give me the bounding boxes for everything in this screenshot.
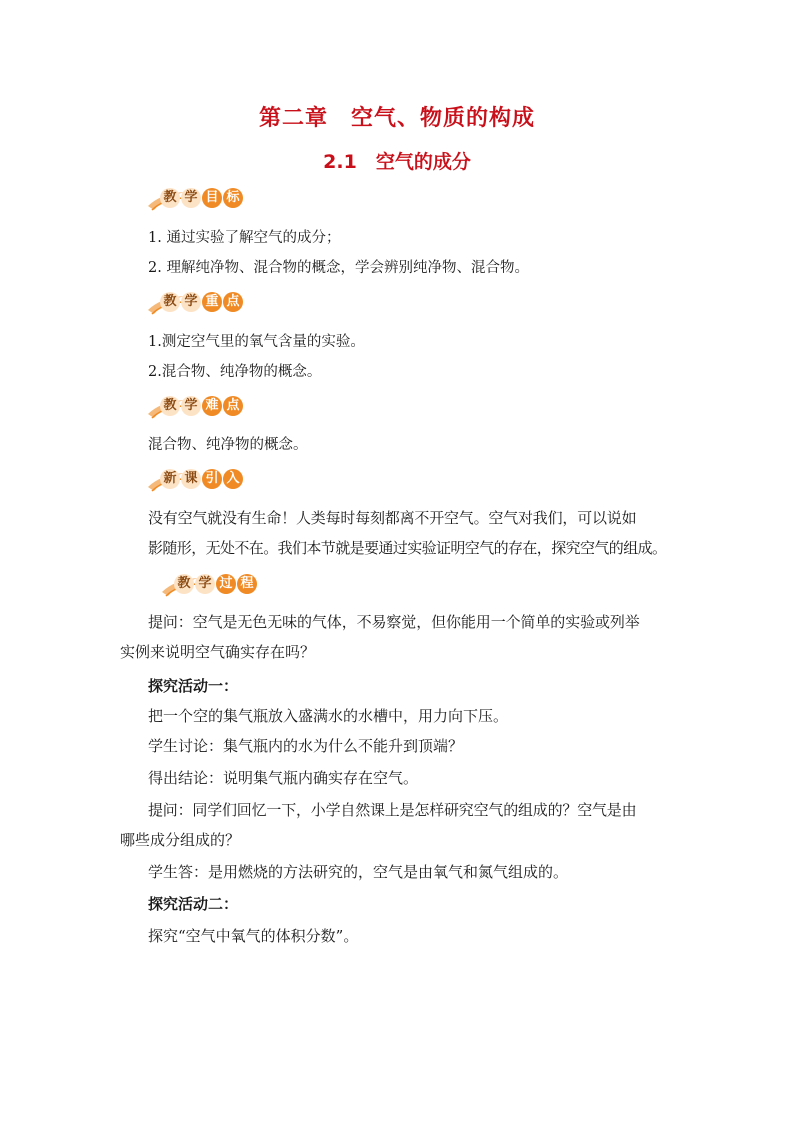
key-point-item: 1.测定空气里的氧气含量的实验。 <box>148 334 365 350</box>
badge-char: 新 <box>160 469 180 489</box>
badge-char: 教 <box>160 292 180 312</box>
badge-char: 程 <box>237 574 257 594</box>
badge-char: 难 <box>202 396 222 416</box>
badge-char: 过 <box>216 574 236 594</box>
badge-char: 课 <box>181 469 201 489</box>
activity-1-text: 把一个空的集气瓶放入盛满水的水槽中，用力向下压。 <box>148 707 509 725</box>
conclusion-text: 得出结论：说明集气瓶内确实存在空气。 <box>148 769 419 787</box>
badge-char: 教 <box>174 574 194 594</box>
intro-line: 没有空气就没有生命！人类每时每刻都离不开空气。空气对我们，可以说如 <box>148 509 637 527</box>
badge-char: 学 <box>195 574 215 594</box>
badge-char: 引 <box>202 469 222 489</box>
student-answer: 学生答：是用燃烧的方法研究的，空气是由氧气和氮气组成的。 <box>148 863 569 881</box>
badge-char: 点 <box>223 292 243 312</box>
badge-char: 点 <box>223 396 243 416</box>
badge-char: 入 <box>223 469 243 489</box>
goal-item: 2. 理解纯净物、混合物的概念，学会辨别纯净物、混合物。 <box>148 260 529 276</box>
badge-char: 目 <box>202 188 222 208</box>
difficulty-text: 混合物、纯净物的概念。 <box>148 437 308 453</box>
badge-char: 学 <box>181 292 201 312</box>
question-1-line: 提问：空气是无色无味的气体，不易察觉，但你能用一个简单的实验或列举 <box>148 613 640 631</box>
question-2-line: 哪些成分组成的？ <box>120 831 241 849</box>
question-1-line: 实例来说明空气确实存在吗？ <box>120 643 316 661</box>
key-point-item: 2.混合物、纯净物的概念。 <box>148 364 322 380</box>
chapter-title: 第二章 空气、物质的构成 <box>258 106 535 131</box>
activity-2-title: 探究活动二： <box>148 895 239 913</box>
badge-char: 重 <box>202 292 222 312</box>
badge-char: 教 <box>160 396 180 416</box>
activity-1-title: 探究活动一： <box>148 677 239 695</box>
badge-char: 学 <box>181 188 201 208</box>
badge-char: 学 <box>181 396 201 416</box>
badge-char: 教 <box>160 188 180 208</box>
badge-char: 标 <box>223 188 243 208</box>
question-2-line: 提问：同学们回忆一下，小学自然课上是怎样研究空气的组成的？空气是由 <box>148 801 637 819</box>
intro-line: 影随形，无处不在。我们本节就是要通过实验证明空气的存在，探究空气的组成。 <box>148 539 667 557</box>
activity-2-text: 探究“空气中氧气的体积分数”。 <box>148 927 359 945</box>
discussion-text: 学生讨论：集气瓶内的水为什么不能升到顶端？ <box>148 737 464 755</box>
section-title: 2.1 空气的成分 <box>323 151 471 173</box>
goal-item: 1. 通过实验了解空气的成分； <box>148 230 341 246</box>
